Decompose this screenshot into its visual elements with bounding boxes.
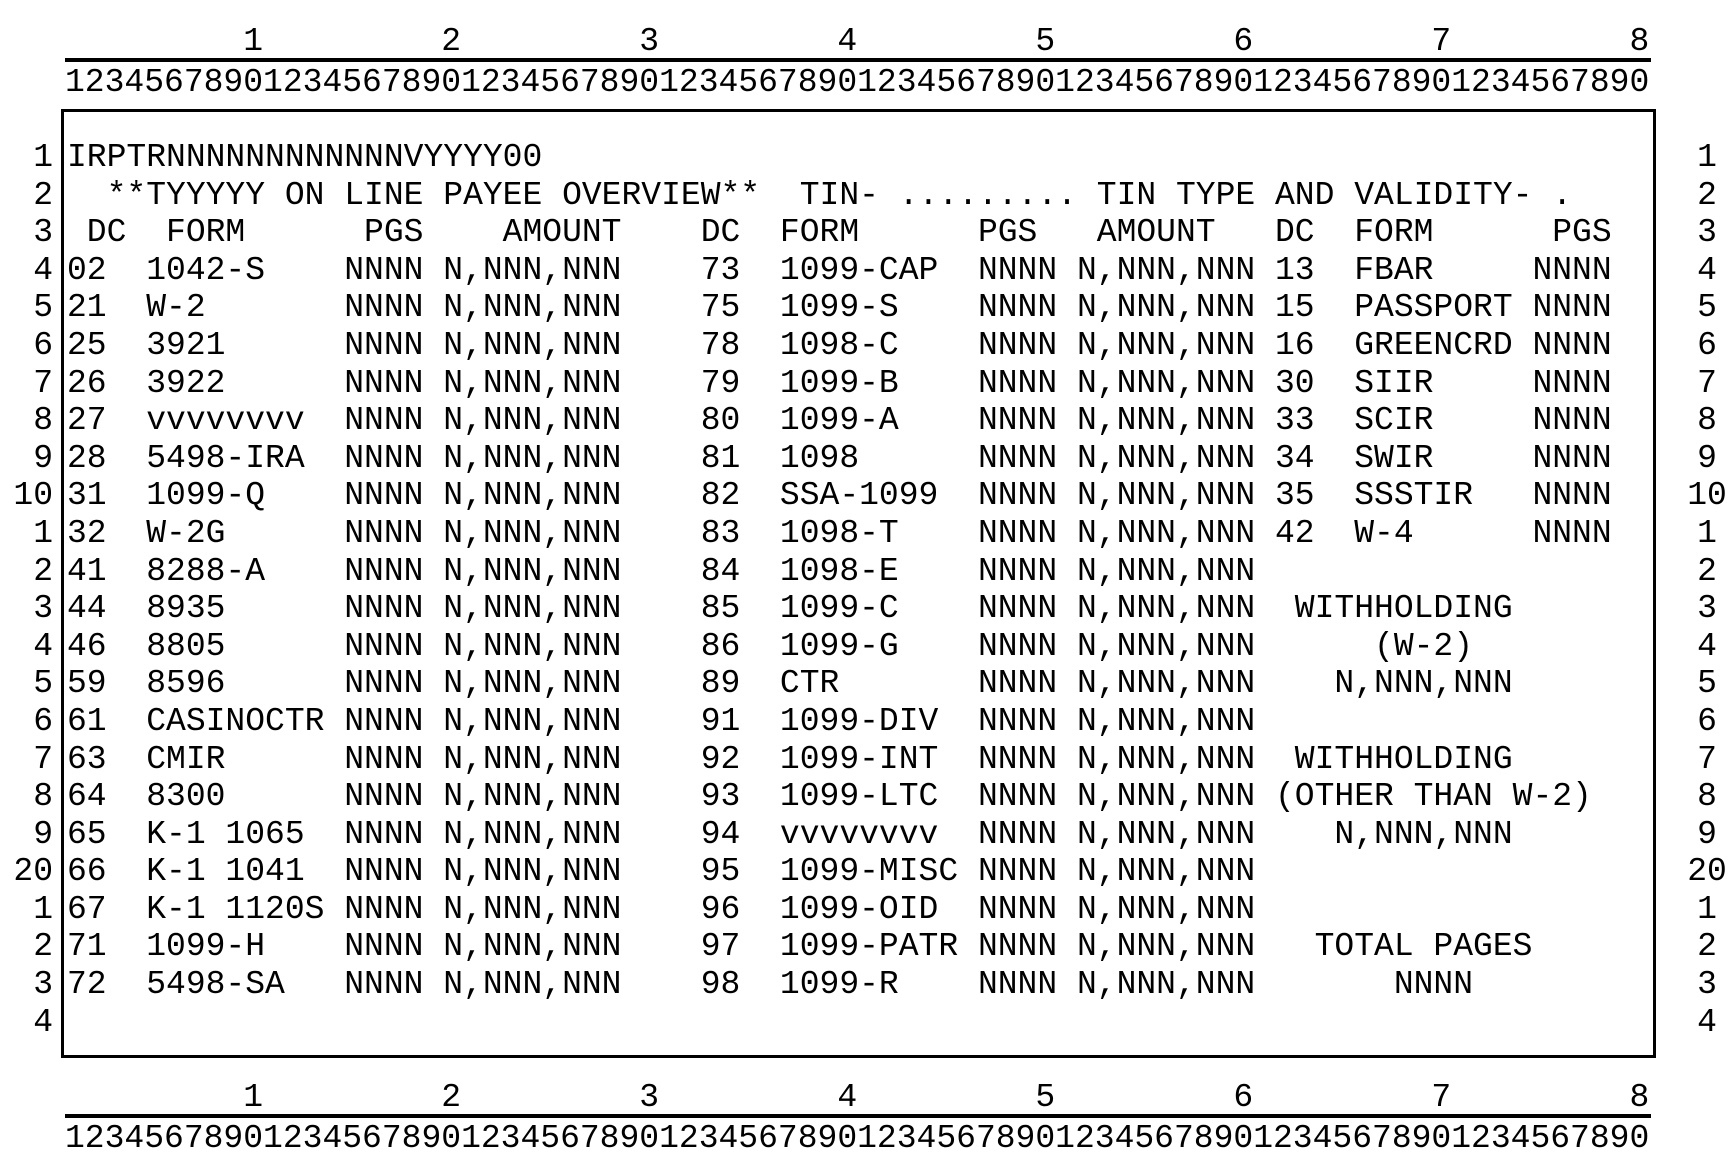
- row-number: 9: [1697, 439, 1717, 477]
- screen-line-18: 64 8300 NNNN N,NNN,NNN 93 1099-LTC NNNN N,NNN,NNN (OTHER THAN W-2): [67, 778, 1652, 816]
- screen-line-20: 66 K-1 1041 NNNN N,NNN,NNN 95 1099-MISC NNNN N,NNN,NNN: [67, 853, 1652, 891]
- row-number-gutter-left: [0, 109, 61, 1041]
- row-number: 6: [1697, 702, 1717, 740]
- ruler-tens-row: 1 2 3 4 5 6 7 8: [65, 23, 1650, 60]
- row-number: 1: [1697, 514, 1717, 552]
- row-number: 3: [1697, 214, 1717, 252]
- row-number: 7: [1697, 740, 1717, 778]
- screen-line-23: 72 5498-SA NNNN N,NNN,NNN 98 1099-R NNNN N,NNN,NNN NNNN: [67, 966, 1652, 1004]
- row-number: 6: [33, 702, 53, 740]
- row-number: 5: [33, 289, 53, 327]
- row-number: 1: [33, 139, 53, 176]
- screen-line-2: **TYYYYY ON LINE PAYEE OVERVIEW** TIN- ......... TIN TYPE AND VALIDITY- .: [67, 176, 1652, 214]
- row-number: 9: [33, 815, 53, 853]
- column-ruler-top: [0, 0, 1730, 101]
- screen-line-10: 31 1099-Q NNNN N,NNN,NNN 82 SSA-1099 NNNN N,NNN,NNN 35 SSSTIR NNNN: [67, 477, 1652, 515]
- screen-line-19: 65 K-1 1065 NNNN N,NNN,NNN 94 vvvvvvvv NNNN N,NNN,NNN N,NNN,NNN: [67, 815, 1652, 853]
- row-number: 2: [1697, 176, 1717, 214]
- ruler-units-row: 12345678901234567890123456789012345678901234567890123456789012345678901234567890: [65, 1120, 1650, 1158]
- row-number: 6: [33, 326, 53, 364]
- row-number: 4: [1697, 251, 1717, 289]
- screen-line-3: DC FORM PGS AMOUNT DC FORM PGS AMOUNT DC FORM PGS: [67, 214, 1652, 252]
- screen-line-6: 25 3921 NNNN N,NNN,NNN 78 1098-C NNNN N,NNN,NNN 16 GREENCRD NNNN: [67, 326, 1652, 364]
- row-number: 9: [1697, 815, 1717, 853]
- screen-line-9: 28 5498-IRA NNNN N,NNN,NNN 81 1098 NNNN N,NNN,NNN 34 SWIR NNNN: [67, 439, 1652, 477]
- row-number: 8: [1697, 402, 1717, 440]
- row-number: 4: [1697, 1003, 1717, 1041]
- row-number: 4: [33, 1003, 53, 1041]
- screen-line-24: [67, 1004, 1653, 1042]
- screen-line-5: 21 W-2 NNNN N,NNN,NNN 75 1099-S NNNN N,NNN,NNN 15 PASSPORT NNNN: [67, 289, 1652, 327]
- row-number: 3: [33, 590, 53, 628]
- screen-line-12: 41 8288-A NNNN N,NNN,NNN 84 1098-E NNNN N,NNN,NNN: [67, 552, 1652, 590]
- screen-line-17: 63 CMIR NNNN N,NNN,NNN 92 1099-INT NNNN N,NNN,NNN WITHHOLDING: [67, 740, 1652, 778]
- screen-line-4: 02 1042-S NNNN N,NNN,NNN 73 1099-CAP NNNN N,NNN,NNN 13 FBAR NNNN: [67, 251, 1652, 289]
- column-ruler-bottom: [0, 1078, 1730, 1157]
- screen-line-14: 46 8805 NNNN N,NNN,NNN 86 1099-G NNNN N,NNN,NNN (W-2): [67, 627, 1652, 665]
- row-number: 3: [1697, 590, 1717, 628]
- screen-line-7: 26 3922 NNNN N,NNN,NNN 79 1099-B NNNN N,NNN,NNN 30 SIIR NNNN: [67, 364, 1652, 402]
- row-number: 4: [33, 627, 53, 665]
- row-number: 1: [33, 890, 53, 928]
- screen-line-11: 32 W-2G NNNN N,NNN,NNN 83 1098-T NNNN N,NNN,NNN 42 W-4 NNNN: [67, 514, 1652, 552]
- row-number: 7: [1697, 364, 1717, 402]
- screen-line-8: 27 vvvvvvvv NNNN N,NNN,NNN 80 1099-A NNNN N,NNN,NNN 33 SCIR NNNN: [67, 402, 1652, 440]
- row-number: 7: [33, 364, 53, 402]
- row-number: 5: [33, 665, 53, 703]
- row-number: 4: [1697, 627, 1717, 665]
- screen-area: [0, 109, 1730, 1058]
- row-number: 10: [1687, 477, 1727, 515]
- screen-line-15: 59 8596 NNNN N,NNN,NNN 89 CTR NNNN N,NNN,NNN N,NNN,NNN: [67, 665, 1652, 703]
- screen-line-1: IRPTRNNNNNNNNNNNNVYYYY00: [67, 139, 1652, 176]
- screen-line-21: 67 K-1 1120S NNNN N,NNN,NNN 96 1099-OID NNNN N,NNN,NNN: [67, 890, 1652, 928]
- screen-line-16: 61 CASINOCTR NNNN N,NNN,NNN 91 1099-DIV NNNN N,NNN,NNN: [67, 702, 1652, 740]
- row-number: 2: [33, 552, 53, 590]
- row-number: 2: [33, 176, 53, 214]
- row-number: 2: [33, 928, 53, 966]
- row-number: 5: [1697, 289, 1717, 327]
- row-number: 3: [1697, 966, 1717, 1004]
- row-number: 1: [1697, 139, 1717, 176]
- row-number: 10: [13, 477, 53, 515]
- row-number: 3: [33, 966, 53, 1004]
- row-number: 9: [33, 439, 53, 477]
- row-number: 2: [1697, 928, 1717, 966]
- row-number: 20: [13, 853, 53, 891]
- row-number: 7: [33, 740, 53, 778]
- screen-line-22: 71 1099-H NNNN N,NNN,NNN 97 1099-PATR NNNN N,NNN,NNN TOTAL PAGES: [67, 928, 1652, 966]
- terminal-screen-box: [61, 109, 1656, 1058]
- screen-line-13: 44 8935 NNNN N,NNN,NNN 85 1099-C NNNN N,NNN,NNN WITHHOLDING: [67, 590, 1652, 628]
- row-number: 8: [1697, 778, 1717, 816]
- row-number: 4: [33, 251, 53, 289]
- ruler-tens-row: 1 2 3 4 5 6 7 8: [65, 1079, 1650, 1117]
- row-number: 6: [1697, 326, 1717, 364]
- ruler-units-row: 12345678901234567890123456789012345678901234567890123456789012345678901234567890: [65, 64, 1650, 101]
- row-number: 2: [1697, 552, 1717, 590]
- row-number: 1: [1697, 890, 1717, 928]
- row-number: 8: [33, 778, 53, 816]
- row-number: 5: [1697, 665, 1717, 703]
- row-number: 1: [33, 514, 53, 552]
- row-number: 20: [1687, 853, 1727, 891]
- row-number: 8: [33, 402, 53, 440]
- row-number: 3: [33, 214, 53, 252]
- row-number-gutter-right: [1656, 109, 1730, 1041]
